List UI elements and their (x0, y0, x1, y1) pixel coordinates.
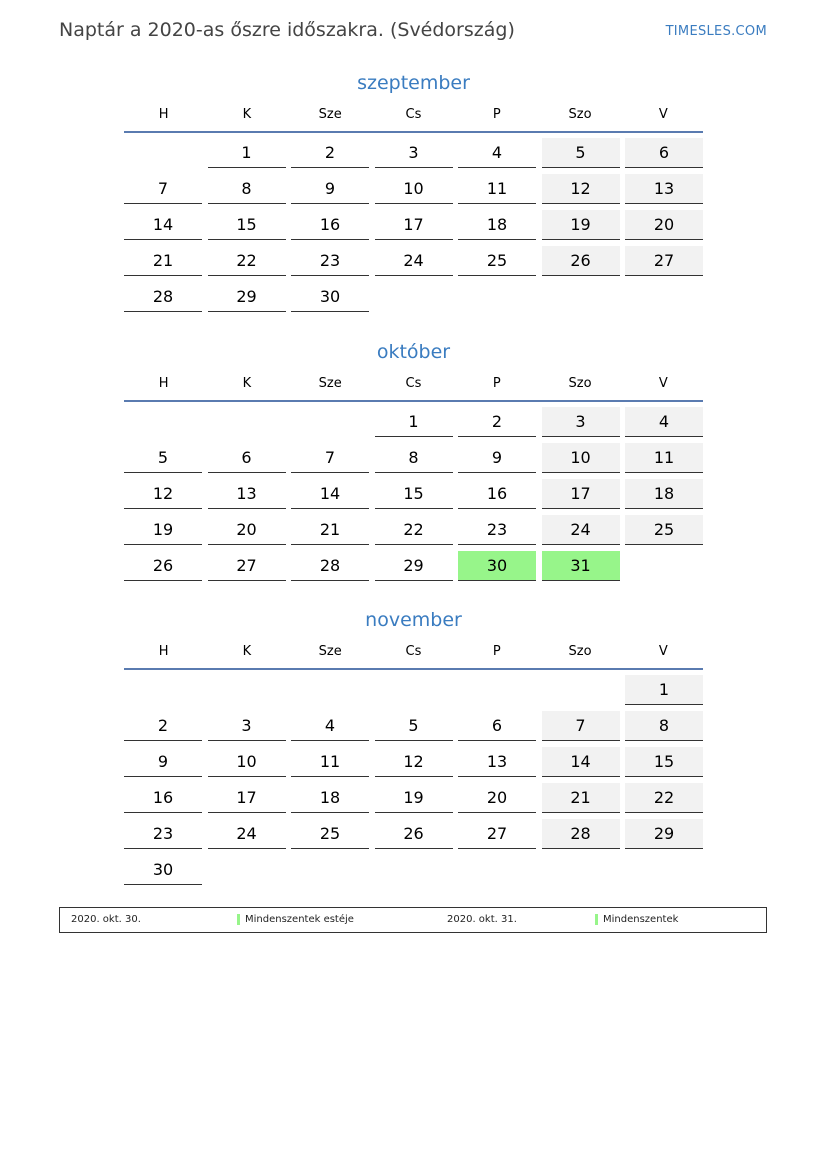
empty-day-cell (208, 675, 286, 705)
day-cell: 26 (375, 819, 453, 849)
day-cell: 21 (542, 783, 620, 813)
day-cell: 12 (375, 747, 453, 777)
day-cell: 20 (208, 515, 286, 545)
day-cell: 20 (625, 210, 703, 240)
day-cell: 19 (124, 515, 202, 545)
empty-day-cell (458, 855, 536, 885)
weekday-header (124, 375, 703, 399)
week-row (124, 479, 703, 509)
week-row (124, 819, 703, 849)
day-cell: 13 (458, 747, 536, 777)
day-cell: 16 (291, 210, 369, 240)
empty-day-cell (124, 675, 202, 705)
empty-day-cell (458, 675, 536, 705)
week-row (124, 747, 703, 777)
empty-day-cell (291, 407, 369, 437)
day-cell: 14 (124, 210, 202, 240)
day-cell: 11 (458, 174, 536, 204)
day-cell: 27 (458, 819, 536, 849)
day-cell: 21 (124, 246, 202, 276)
day-cell: 11 (291, 747, 369, 777)
day-cell: 14 (291, 479, 369, 509)
day-cell: 7 (542, 711, 620, 741)
day-cell: 1 (375, 407, 453, 437)
page-title: Naptár a 2020-as őszre időszakra. (Svédország) (59, 19, 515, 41)
empty-day-cell (625, 855, 703, 885)
day-cell: 6 (625, 138, 703, 168)
day-cell: 18 (625, 479, 703, 509)
day-cell: 7 (124, 174, 202, 204)
day-cell: 9 (291, 174, 369, 204)
day-cell: 28 (542, 819, 620, 849)
empty-day-cell (625, 551, 703, 581)
day-cell: 28 (291, 551, 369, 581)
day-cell: 12 (542, 174, 620, 204)
weekday-label: V (658, 644, 668, 659)
day-cell: 29 (208, 282, 286, 312)
day-cell: 24 (208, 819, 286, 849)
weekday-label: Sze (318, 376, 342, 391)
day-cell: 21 (291, 515, 369, 545)
weekday-label: K (242, 644, 252, 659)
day-cell: 27 (208, 551, 286, 581)
weekday-label: Szo (568, 107, 592, 122)
day-cell: 4 (291, 711, 369, 741)
week-row (124, 783, 703, 813)
day-cell: 26 (124, 551, 202, 581)
day-cell: 22 (625, 783, 703, 813)
week-row (124, 855, 703, 885)
empty-day-cell (208, 855, 286, 885)
day-cell: 8 (625, 711, 703, 741)
day-cell: 3 (375, 138, 453, 168)
day-cell: 24 (542, 515, 620, 545)
day-cell: 23 (458, 515, 536, 545)
weekday-label: H (158, 644, 169, 659)
legend-color-swatch (237, 914, 240, 925)
week-row (124, 138, 703, 168)
header-rule (124, 400, 703, 402)
week-row (124, 282, 703, 312)
day-cell: 11 (625, 443, 703, 473)
empty-day-cell (375, 855, 453, 885)
day-cell: 5 (124, 443, 202, 473)
day-cell: 16 (458, 479, 536, 509)
day-cell: 22 (375, 515, 453, 545)
weekday-label: Sze (318, 107, 342, 122)
month-name: szeptember (357, 72, 470, 94)
day-cell: 27 (625, 246, 703, 276)
day-cell: 1 (208, 138, 286, 168)
day-cell: 18 (291, 783, 369, 813)
day-cell: 9 (124, 747, 202, 777)
legend-color-swatch (595, 914, 598, 925)
weekday-label: V (658, 376, 668, 391)
empty-day-cell (375, 282, 453, 312)
day-cell: 25 (458, 246, 536, 276)
day-cell: 23 (291, 246, 369, 276)
empty-day-cell (291, 675, 369, 705)
day-cell: 17 (375, 210, 453, 240)
weekday-label: H (158, 107, 169, 122)
day-cell: 1 (625, 675, 703, 705)
week-row (124, 675, 703, 705)
day-cell: 19 (375, 783, 453, 813)
day-cell: 28 (124, 282, 202, 312)
day-cell: 25 (625, 515, 703, 545)
day-cell: 10 (208, 747, 286, 777)
month-name: október (376, 341, 451, 363)
empty-day-cell (542, 282, 620, 312)
weekday-label: P (492, 376, 501, 391)
header-rule (124, 131, 703, 133)
day-cell: 29 (375, 551, 453, 581)
empty-day-cell (375, 675, 453, 705)
day-cell: 8 (375, 443, 453, 473)
weekday-label: Szo (568, 376, 592, 391)
day-cell: 19 (542, 210, 620, 240)
weekday-label: V (658, 107, 668, 122)
week-row (124, 407, 703, 437)
day-cell: 13 (208, 479, 286, 509)
week-row (124, 515, 703, 545)
month-block (124, 607, 703, 891)
header-rule (124, 668, 703, 670)
day-cell: 2 (458, 407, 536, 437)
day-cell: 15 (375, 479, 453, 509)
day-cell: 5 (542, 138, 620, 168)
day-cell: 18 (458, 210, 536, 240)
week-row (124, 711, 703, 741)
day-cell: 20 (458, 783, 536, 813)
legend-date-1: 2020. okt. 30. (71, 914, 141, 925)
month-name: november (365, 609, 462, 631)
day-cell: 2 (124, 711, 202, 741)
weekday-label: K (242, 376, 252, 391)
empty-day-cell (291, 855, 369, 885)
day-cell: 8 (208, 174, 286, 204)
day-cell: 12 (124, 479, 202, 509)
legend-date-2: 2020. okt. 31. (447, 914, 517, 925)
day-cell: 6 (208, 443, 286, 473)
week-row (124, 443, 703, 473)
day-cell: 17 (208, 783, 286, 813)
week-row (124, 210, 703, 240)
weekday-label: H (158, 376, 169, 391)
day-cell: 23 (124, 819, 202, 849)
weekday-header (124, 643, 703, 667)
empty-day-cell (208, 407, 286, 437)
day-cell: 15 (625, 747, 703, 777)
week-row (124, 174, 703, 204)
weekday-label: P (492, 107, 501, 122)
empty-day-cell (458, 282, 536, 312)
day-cell: 3 (542, 407, 620, 437)
weekday-label: Cs (405, 644, 422, 659)
weekday-label: P (492, 644, 501, 659)
day-cell: 31 (542, 551, 620, 581)
empty-day-cell (124, 407, 202, 437)
day-cell: 30 (124, 855, 202, 885)
weekday-label: Cs (405, 376, 422, 391)
day-cell: 17 (542, 479, 620, 509)
day-cell: 29 (625, 819, 703, 849)
weekday-label: Szo (568, 644, 592, 659)
day-cell: 3 (208, 711, 286, 741)
day-cell: 22 (208, 246, 286, 276)
weekday-label: Cs (405, 107, 422, 122)
holiday-legend (59, 907, 767, 933)
day-cell: 2 (291, 138, 369, 168)
week-row (124, 246, 703, 276)
weekday-label: Sze (318, 644, 342, 659)
empty-day-cell (542, 675, 620, 705)
day-cell: 14 (542, 747, 620, 777)
day-cell: 24 (375, 246, 453, 276)
day-cell: 5 (375, 711, 453, 741)
legend-name-1: Mindenszentek estéje (245, 914, 354, 925)
month-block (124, 339, 703, 587)
day-cell: 10 (375, 174, 453, 204)
weekday-header (124, 106, 703, 130)
day-cell: 30 (458, 551, 536, 581)
day-cell: 16 (124, 783, 202, 813)
legend-name-2: Mindenszentek (603, 914, 679, 925)
day-cell: 7 (291, 443, 369, 473)
empty-day-cell (625, 282, 703, 312)
empty-day-cell (542, 855, 620, 885)
day-cell: 9 (458, 443, 536, 473)
week-row (124, 551, 703, 581)
day-cell: 25 (291, 819, 369, 849)
day-cell: 26 (542, 246, 620, 276)
day-cell: 6 (458, 711, 536, 741)
weekday-label: K (242, 107, 252, 122)
brand-link[interactable]: TIMESLES.COM (665, 24, 767, 39)
empty-day-cell (124, 138, 202, 168)
day-cell: 10 (542, 443, 620, 473)
day-cell: 13 (625, 174, 703, 204)
day-cell: 4 (625, 407, 703, 437)
day-cell: 4 (458, 138, 536, 168)
month-block (124, 70, 703, 318)
day-cell: 15 (208, 210, 286, 240)
day-cell: 30 (291, 282, 369, 312)
